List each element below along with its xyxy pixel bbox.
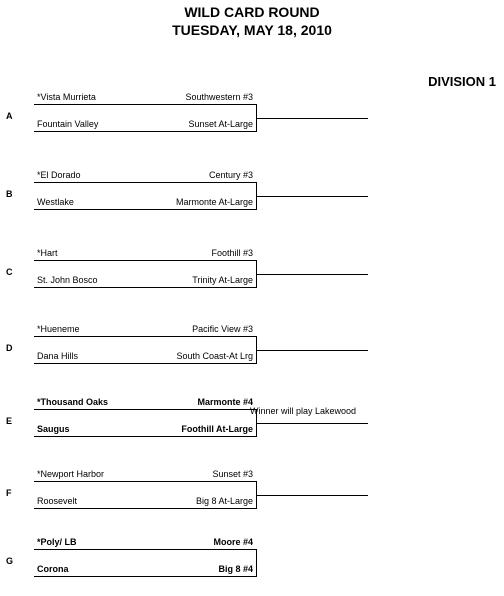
match-a: [0, 91, 504, 151]
winner-line: [256, 423, 368, 424]
team-name: *Thousand Oaks: [37, 397, 109, 407]
team-name: *Vista Murrieta: [37, 92, 96, 102]
match-f: [0, 468, 504, 528]
page-date: TUESDAY, MAY 18, 2010: [172, 22, 332, 38]
match-b: [0, 169, 504, 229]
team-name: Saugus: [37, 424, 70, 434]
team-row-top: [34, 536, 256, 550]
team-row-bottom: [34, 563, 256, 577]
team-row-top: [34, 247, 256, 261]
team-seed: Moore #4: [213, 537, 253, 547]
team-name: *Newport Harbor: [37, 469, 105, 479]
match-letter: D: [6, 343, 13, 353]
team-row-top: [34, 396, 256, 410]
team-row-top: [34, 468, 256, 482]
team-name: *Hart: [37, 248, 58, 258]
team-row-top: [34, 91, 256, 105]
team-name: *Poly/ LB: [37, 537, 77, 547]
team-seed: Sunset #3: [212, 469, 253, 479]
team-name: St. John Bosco: [37, 275, 98, 285]
team-seed: Pacific View #3: [192, 324, 253, 334]
match-letter: F: [6, 488, 12, 498]
winner-line: [256, 350, 368, 351]
winner-note: Winner will play Lakewood: [250, 406, 357, 416]
winner-line: [256, 118, 368, 119]
team-seed: Marmonte At-Large: [175, 197, 253, 207]
team-name: *El Dorado: [37, 170, 81, 180]
team-name: Westlake: [37, 197, 74, 207]
team-row-bottom: [34, 274, 256, 288]
team-name: *Hueneme: [37, 324, 80, 334]
winner-line: [256, 196, 368, 197]
match-letter: C: [6, 267, 13, 277]
team-row-bottom: [34, 118, 256, 132]
team-name: Corona: [37, 564, 69, 574]
team-row-bottom: [34, 350, 256, 364]
match-d: [0, 323, 504, 383]
team-row-bottom: [34, 196, 256, 210]
team-row-bottom: [34, 423, 256, 437]
team-name: Roosevelt: [37, 496, 78, 506]
winner-line: [256, 495, 368, 496]
winner-line: [256, 274, 368, 275]
team-seed: South Coast-At Lrg: [176, 351, 253, 361]
team-seed: Trinity At-Large: [192, 275, 253, 285]
team-seed: Century #3: [208, 170, 253, 180]
team-seed: Big 8 At-Large: [195, 496, 253, 506]
match-e: [0, 396, 504, 456]
division-label: DIVISION 1: [428, 74, 496, 89]
page-title: WILD CARD ROUND: [184, 4, 320, 20]
team-seed: Southwestern #3: [185, 92, 253, 102]
team-seed: Marmonte #4: [197, 397, 253, 407]
team-seed: Foothill #3: [211, 248, 253, 258]
match-letter: E: [6, 416, 13, 426]
match-letter: G: [6, 556, 14, 566]
match-letter: B: [6, 189, 13, 199]
match-letter: A: [6, 111, 13, 121]
bracket-connector: [256, 549, 257, 577]
team-name: Fountain Valley: [37, 119, 99, 129]
match-g: [0, 536, 504, 596]
team-seed: Foothill At-Large: [181, 424, 253, 434]
team-row-top: [34, 169, 256, 183]
match-c: [0, 247, 504, 307]
team-seed: Sunset At-Large: [188, 119, 253, 129]
team-name: Dana Hills: [37, 351, 79, 361]
team-row-top: [34, 323, 256, 337]
team-row-bottom: [34, 495, 256, 509]
team-seed: Big 8 #4: [218, 564, 253, 574]
